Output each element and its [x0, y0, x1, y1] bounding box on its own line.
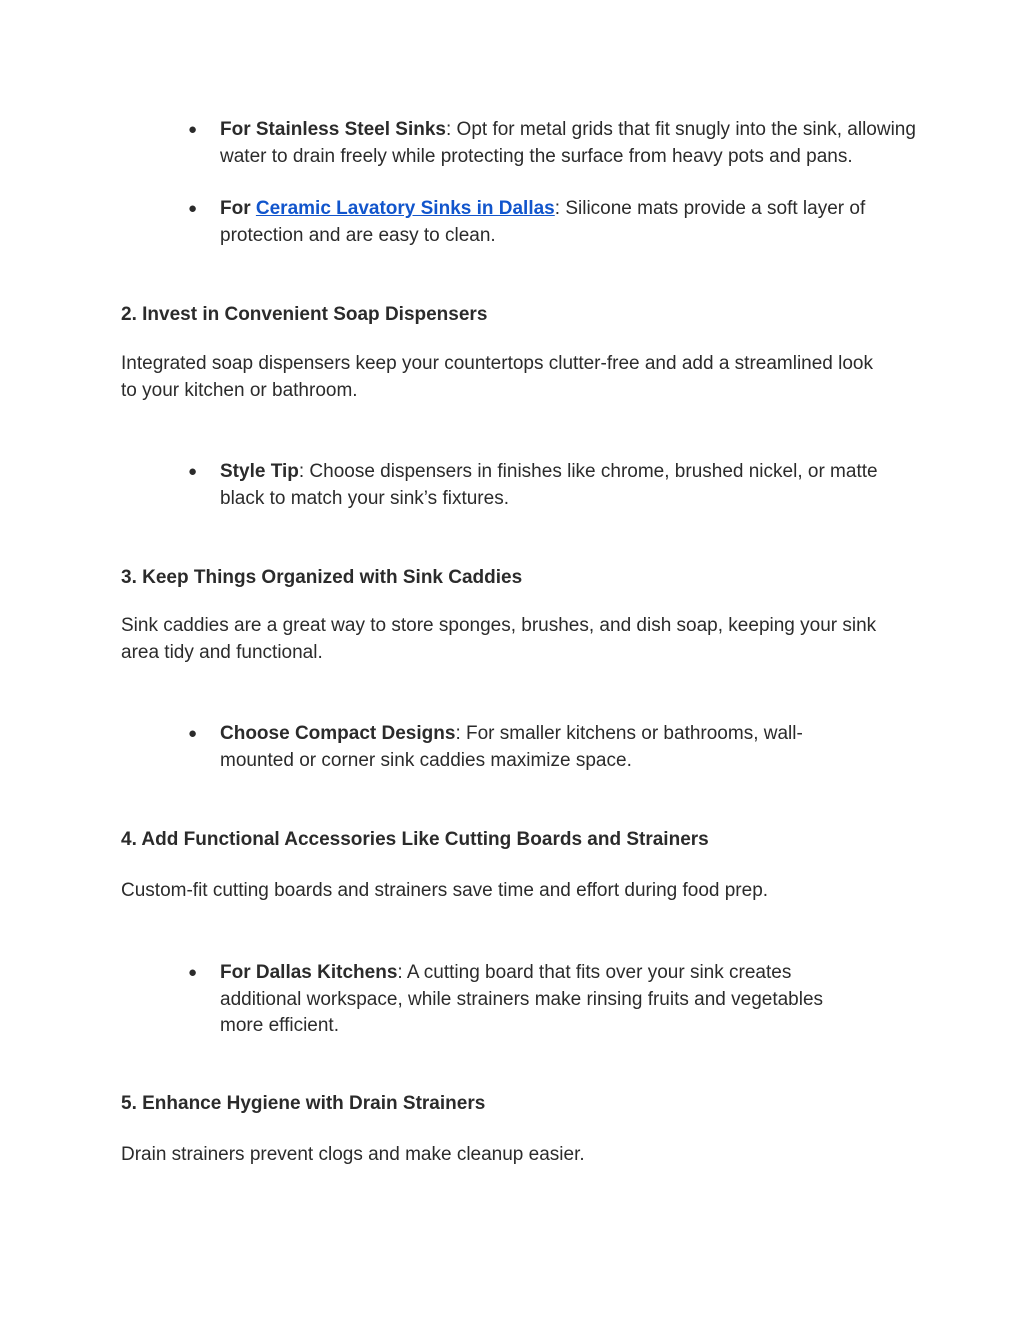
bullet-text: : Choose dispensers in finishes like chrome, brushed nickel, or matte black to match your sink’s fixtures. — [220, 461, 878, 509]
section-heading-functional-accessories: 4. Add Functional Accessories Like Cutting Boards and Strainers — [121, 829, 709, 850]
bullet-item-style-tip — [188, 459, 920, 512]
bullet-dot: ● — [188, 121, 198, 138]
section-paragraph-drain-strainers: Drain strainers prevent clogs and make cleanup easier. — [121, 1144, 585, 1165]
bullet-dot: ● — [188, 463, 198, 480]
section-heading-drain-strainers: 5. Enhance Hygiene with Drain Strainers — [121, 1093, 486, 1114]
section-paragraph-functional-accessories: Custom-fit cutting boards and strainers save time and effort during food prep. — [121, 880, 769, 901]
bullet-bold-label: For Dallas Kitchens — [220, 962, 398, 983]
bullet-bold-label: Choose Compact Designs — [220, 723, 456, 744]
bullet-text: : For smaller kitchens or bathrooms, wall-mounted or corner sink caddies maximize space. — [220, 723, 803, 771]
bullet-dot: ● — [188, 725, 198, 742]
bullet-bold-label: For Stainless Steel Sinks — [220, 119, 446, 140]
bullet-text: : Silicone mats provide a soft layer of protection and are easy to clean. — [220, 198, 866, 246]
section-paragraph-soap-dispensers: Integrated soap dispensers keep your countertops clutter-free and add a streamlined look to your kitchen or bathroom. — [121, 353, 874, 401]
ceramic-lavatory-sinks-link[interactable]: Ceramic Lavatory Sinks in Dallas — [255, 198, 555, 219]
bullet-text: : Opt for metal grids that fit snugly into the sink, allowing water to drain freely while protecting the surface from heavy pots and pans. — [220, 119, 916, 167]
bullet-bold-label: Style Tip — [220, 461, 299, 482]
bullet-dot: ● — [188, 200, 198, 217]
section-paragraph-sink-caddies: Sink caddies are a great way to store sponges, brushes, and dish soap, keeping your sink area tidy and functional. — [121, 615, 877, 663]
bullet-item-stainless — [188, 117, 920, 170]
section-heading-soap-dispensers: 2. Invest in Convenient Soap Dispensers — [121, 304, 488, 325]
bullet-bold-prefix: For — [220, 198, 256, 219]
bullet-dot: ● — [188, 964, 198, 981]
bullet-item-compact-designs — [188, 721, 810, 774]
section-heading-sink-caddies: 3. Keep Things Organized with Sink Caddies — [121, 567, 523, 588]
bullet-text: : A cutting board that fits over your sink creates additional workspace, while strainers make rinsing fruits and vegetables more efficient. — [220, 962, 824, 1036]
bullet-item-dallas-kitchens — [188, 960, 870, 1040]
bullet-item-ceramic — [188, 196, 920, 249]
